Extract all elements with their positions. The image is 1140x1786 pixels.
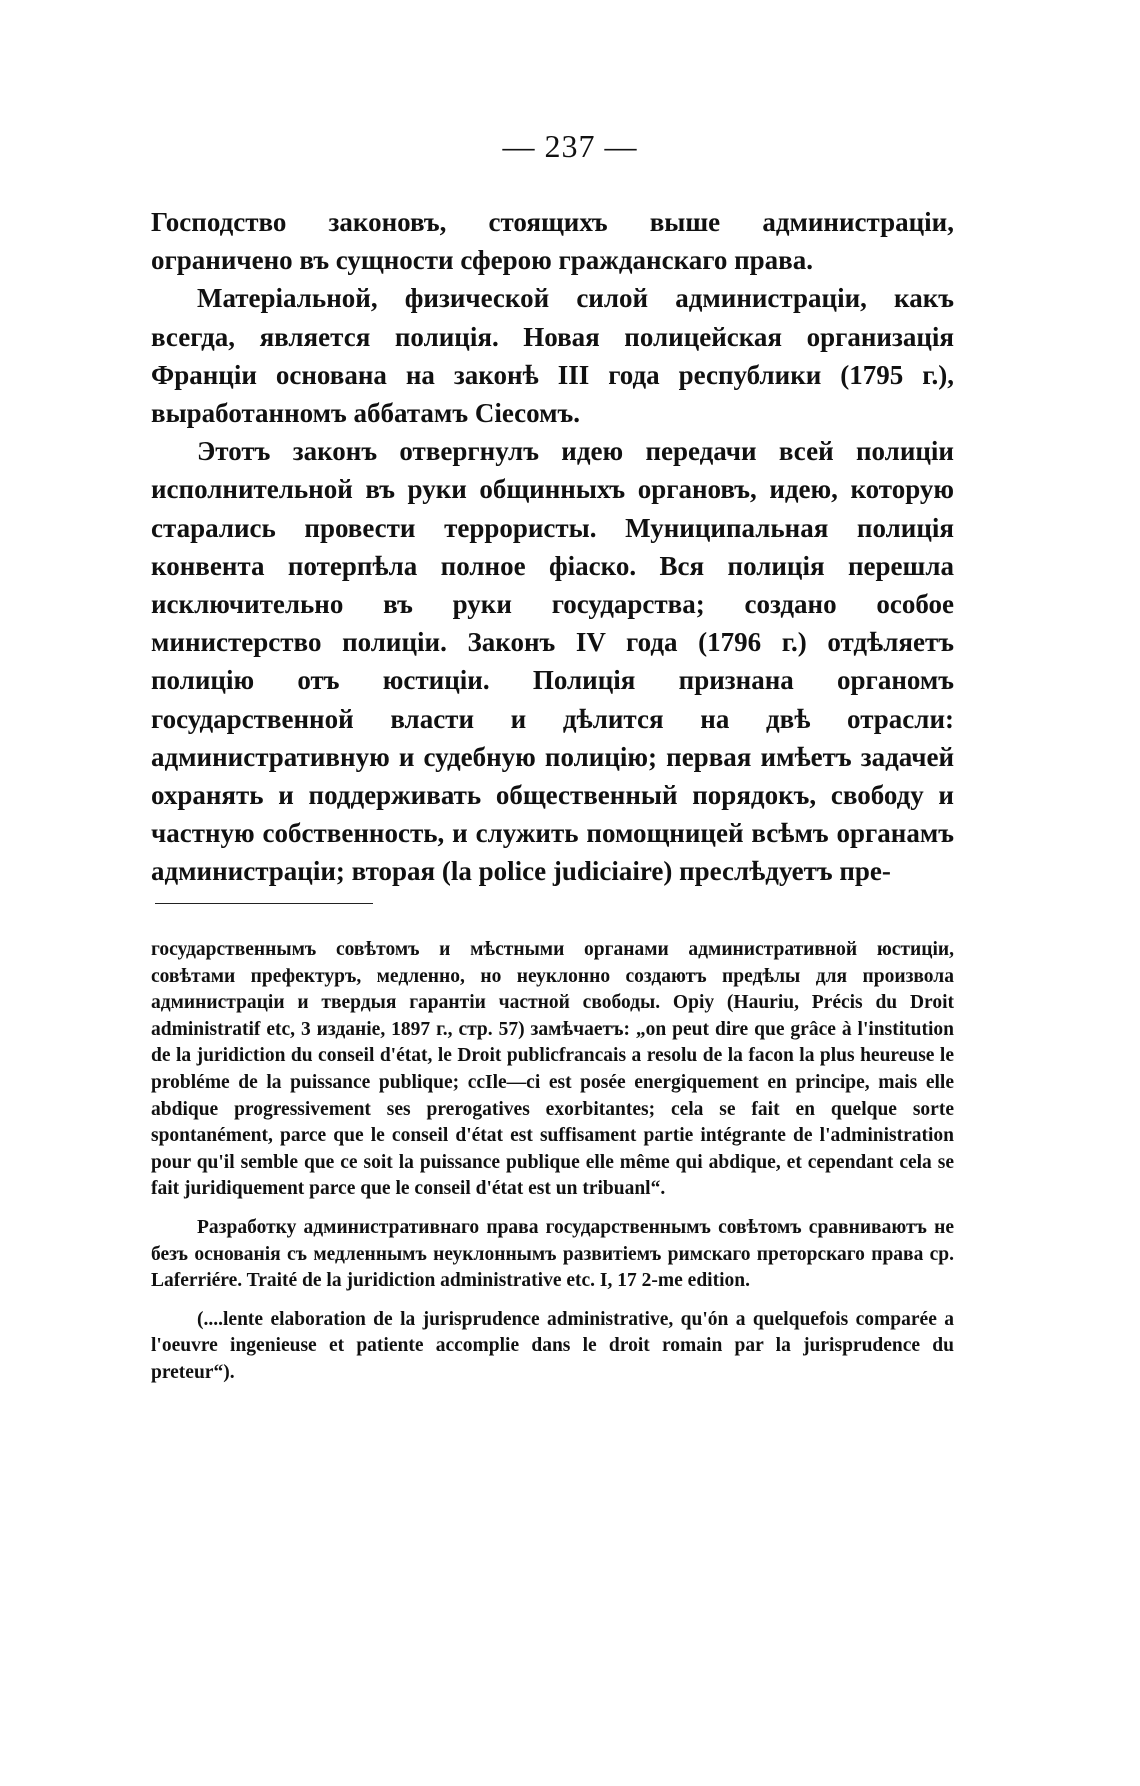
paragraph-3: Этотъ законъ отвергнулъ идею передачи всей полиціи исполнительной въ руки общинныхъ органовъ, идею, которую старались провести террористы. Муниципальная полиція конвента потерпѣла полное фіаско. Вся полиція перешла исключительно въ руки государства; создано особое министерство полиціи. Законъ IV года (1796 г.) отдѣляетъ полицію отъ юстиціи. Полиція признана органомъ государственной власти и дѣлится на двѣ отрасли: административную и судебную полицію; первая имѣетъ задачей охранять и поддерживать общественный порядокъ, свободу и частную собственность, и служить помощницей всѣмъ органамъ администраціи; вторая (la police judiciaire) преслѣдуетъ пре- (151, 436, 954, 887)
footnote-1: государственнымъ совѣтомъ и мѣстными органами административной юстиціи, совѣтами префектуръ, медленно, но неуклонно создаютъ предѣлы для произвола администраціи и твердыя гарантіи частной свободы. Оріу (Hauriu, Précis du Droit administratif etc, 3 изданіе, 1897 г., стр. 57) замѣчаетъ: „on peut dire que grâce à l'institution de la juridiction du conseil d'état, le Droit publicfrancais a resolu de la facon la plus heureuse le probléme de la puissance publique; ccIle—ci est posée energiquement en principe, mais elle abdique progressivement ses prerogatives exorbitantes; cela se fait en quelque sorte spontanément, parce que le conseil d'état est suffisament partie intégrante de l'administration pour qu'il semble que ce soit la puissance publique elle même qui abdique, et cependant cela se fait juridiquement parce que le conseil d'état est un tribuanl“. (151, 939, 954, 1200)
paragraph-1: Господство законовъ, стоящихъ выше администраціи, ограничено въ сущности сферою гражданскаго права. (151, 207, 954, 276)
footnote-2: Разработку административнаго права государственнымъ совѣтомъ сравниваютъ не безъ основанія съ медленнымъ неуклоннымъ развитіемъ римскаго преторскаго права ср. Laferriére. Traité de la juridiction administrative etc. I, 17 2-me edition. (151, 1216, 954, 1292)
footnotes (151, 937, 954, 1387)
footnote-3: (....lente elaboration de la jurisprudence administrative, qu'ón a quelquefois comparée a l'oeuvre ingenieuse et patiente accomplie dans le droit romain par la jurisprudence du preteur“). (151, 1308, 954, 1383)
main-text (151, 203, 954, 891)
page-number: — 237 — (502, 128, 638, 164)
footnote-divider (155, 903, 373, 904)
paragraph-2: Матеріальной, физической силой администраціи, какъ всегда, является полиція. Новая полицейская организація Франціи основана на законѣ III года республики (1795 г.), выработанномъ аббатамъ Сіесомъ. (151, 283, 954, 429)
